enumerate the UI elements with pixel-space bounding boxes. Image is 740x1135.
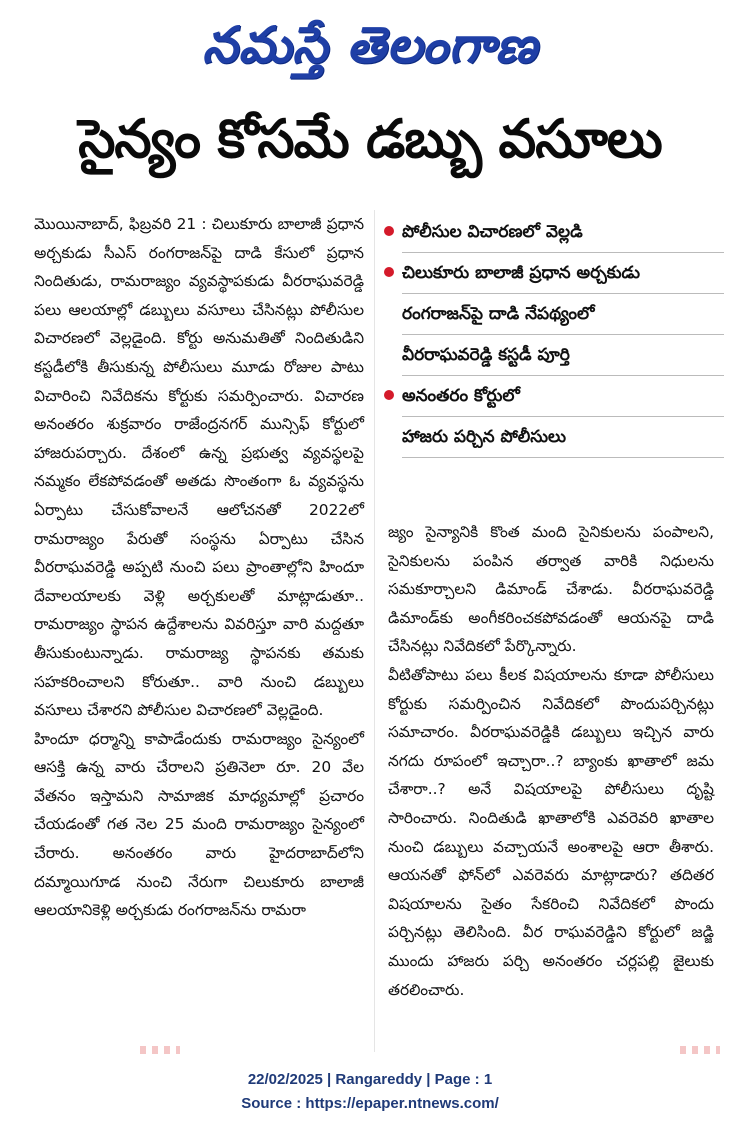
- column-divider: [374, 210, 375, 1052]
- highlight-line: అనంతరం కోర్టులో: [402, 376, 724, 417]
- article-column-left: [34, 210, 364, 925]
- decorative-footer-strip: [0, 1046, 740, 1056]
- highlight-line: పోలీసుల విచారణలో వెల్లడి: [402, 212, 724, 253]
- highlight-item: [384, 253, 724, 376]
- strip-segment: [680, 1046, 720, 1054]
- highlight-line: వీరరాఘవరెడ్డి కస్టడీ పూర్తి: [402, 335, 724, 376]
- highlight-line: రంగరాజన్‌పై దాడి నేపథ్యంలో: [402, 294, 724, 335]
- highlight-line: చిలుకూరు బాలాజీ ప్రధాన అర్చకుడు: [402, 253, 724, 294]
- article-column-right: [388, 518, 714, 1004]
- article-paragraph: జ్యం సైన్యానికి కొంత మంది సైనికులను పంపాలని, సైనికులను పంపిన తర్వాత వారికి నిధులను సమకూర్చాలని డిమాండ్ చేశాడు. వీరరాఘవరెడ్డి డిమాండ్‌కు అంగీకరించకపోవడంతో ఆయనపై దాడి చేసినట్లు నివేదికలో పేర్కొన్నారు.: [388, 523, 714, 656]
- highlight-item: [384, 376, 724, 458]
- bullet-dot-icon: [384, 226, 394, 236]
- article-paragraph: మొయినాబాద్, ఫిబ్రవరి 21 : చిలుకూరు బాలాజీ ప్రధాన అర్చకుడు సీఎస్ రంగరాజన్‌పై దాడి కేసులో ప్రధాన నిందితుడు, రామరాజ్యం వ్యవస్థాపకుడు వీరరాఘవరెడ్డి పలు ఆలయాల్లో డబ్బులు వసూలు చేసినట్లు పోలీసుల విచారణలో వెల్లడైంది. కోర్టు అనుమతితో నిందితుడిని కస్టడీలోకి తీసుకున్న పోలీసులు మూడు రోజుల పాటు విచారించి నివేదికను కోర్టుకు సమర్పించారు. విచారణ అనంతరం శుక్రవారం రాజేంద్రనగర్ మున్సిఫ్ కోర్టులో హాజరుపర్చారు. దేశంలో ఉన్న ప్రభుత్వ వ్యవస్థలపై నమ్మకం లేకపోవడంతో అతడు సొంతంగా ఓ వ్యవస్థను ఏర్పాటు చేసుకోవాలనే ఆలోచనతో 2022లో రామరాజ్యం పేరుతో సంస్థను ఏర్పాటు చేసిన వీరరాఘవరెడ్డి అప్పటి నుంచి పలు ప్రాంతాల్లోని హిందూ దేవాలయాలకు వెళ్లి అర్చకులతో మాట్లాడుతూ.. రామరాజ్యం స్థాపన ఉద్దేశాలను వివరిస్తూ వారి మద్దతూ తీసుకుంటున్నాడు. రామరాజ్య స్థాపనకు తమకు సహకరించాలని కోరుతూ.. వారి నుంచి డబ్బులు వసూలు చేశారని పోలీసుల విచారణలో వెల్లడైంది.: [34, 215, 364, 720]
- highlights-box: [384, 212, 724, 458]
- strip-segment: [140, 1046, 180, 1054]
- highlight-line: హాజరు పర్చిన పోలీసులు: [402, 417, 724, 458]
- bullet-dot-icon: [384, 267, 394, 277]
- article-paragraph: హిందూ ధర్మాన్ని కాపాడేందుకు రామరాజ్యం సైన్యంలో ఆసక్తి ఉన్న వారు చేరాలని ప్రతినెలా రూ. 20 వేల వేతనం ఇస్తామని సామాజిక మాధ్యమాల్లో ప్రచారం చేయడంతో గత నెల 25 మంది రామరాజ్యం సైన్యంలో చేరారు. అనంతరం వారు హైదరాబాద్‌లోని దమ్మాయిగూడ నుంచి నేరుగా చిలుకూరు బాలాజీ ఆలయానికెళ్లి అర్చకుడు రంగరాజన్‌ను రామరా: [34, 729, 364, 920]
- footer-source-link[interactable]: Source : https://epaper.ntnews.com/: [241, 1095, 499, 1112]
- masthead: [0, 6, 740, 84]
- bullet-dot-icon: [384, 390, 394, 400]
- highlight-item: [384, 212, 724, 253]
- article-headline: సైన్యం కోసమే డబ్బు వసూలు: [78, 109, 662, 170]
- article-paragraph: వీటితోపాటు పలు కీలక విషయాలను కూడా పోలీసులు కోర్టుకు సమర్పించిన నివేదికలో పొందుపర్చినట్లు సమాచారం. వీరరాఘవరెడ్డికి డబ్బులు ఇచ్చిన వారు నగదు రూపంలో ఇచ్చారా..? బ్యాంకు ఖాతాలో జమ చేశారా..? అనే విషయాలపై పోలీసులు దృష్టి సారించారు. నిందితుడి ఖాతాలోకి ఎవరెవరి ఖాతాల నుంచి డబ్బులు వచ్చాయనే అంశాలపై ఆరా తీశారు. ఆయనతో ఫోన్‌లో ఎవరెవరు మాట్లాడారు? తదితర విషయాలను సైతం సేకరించి నివేదికలో పొందు పర్చినట్లు తెలిసింది. వీర రాఘవరెడ్డిని కోర్టులో జడ్జి ముందు హాజరు పర్చి అనంతరం చర్లపల్లి జైలుకు తరలించారు.: [388, 665, 714, 999]
- clipping-footer: [0, 1068, 740, 1116]
- masthead-logo: నమస్తే తెలంగాణ: [202, 16, 538, 74]
- footer-meta: 22/02/2025 | Rangareddy | Page : 1: [247, 1071, 493, 1088]
